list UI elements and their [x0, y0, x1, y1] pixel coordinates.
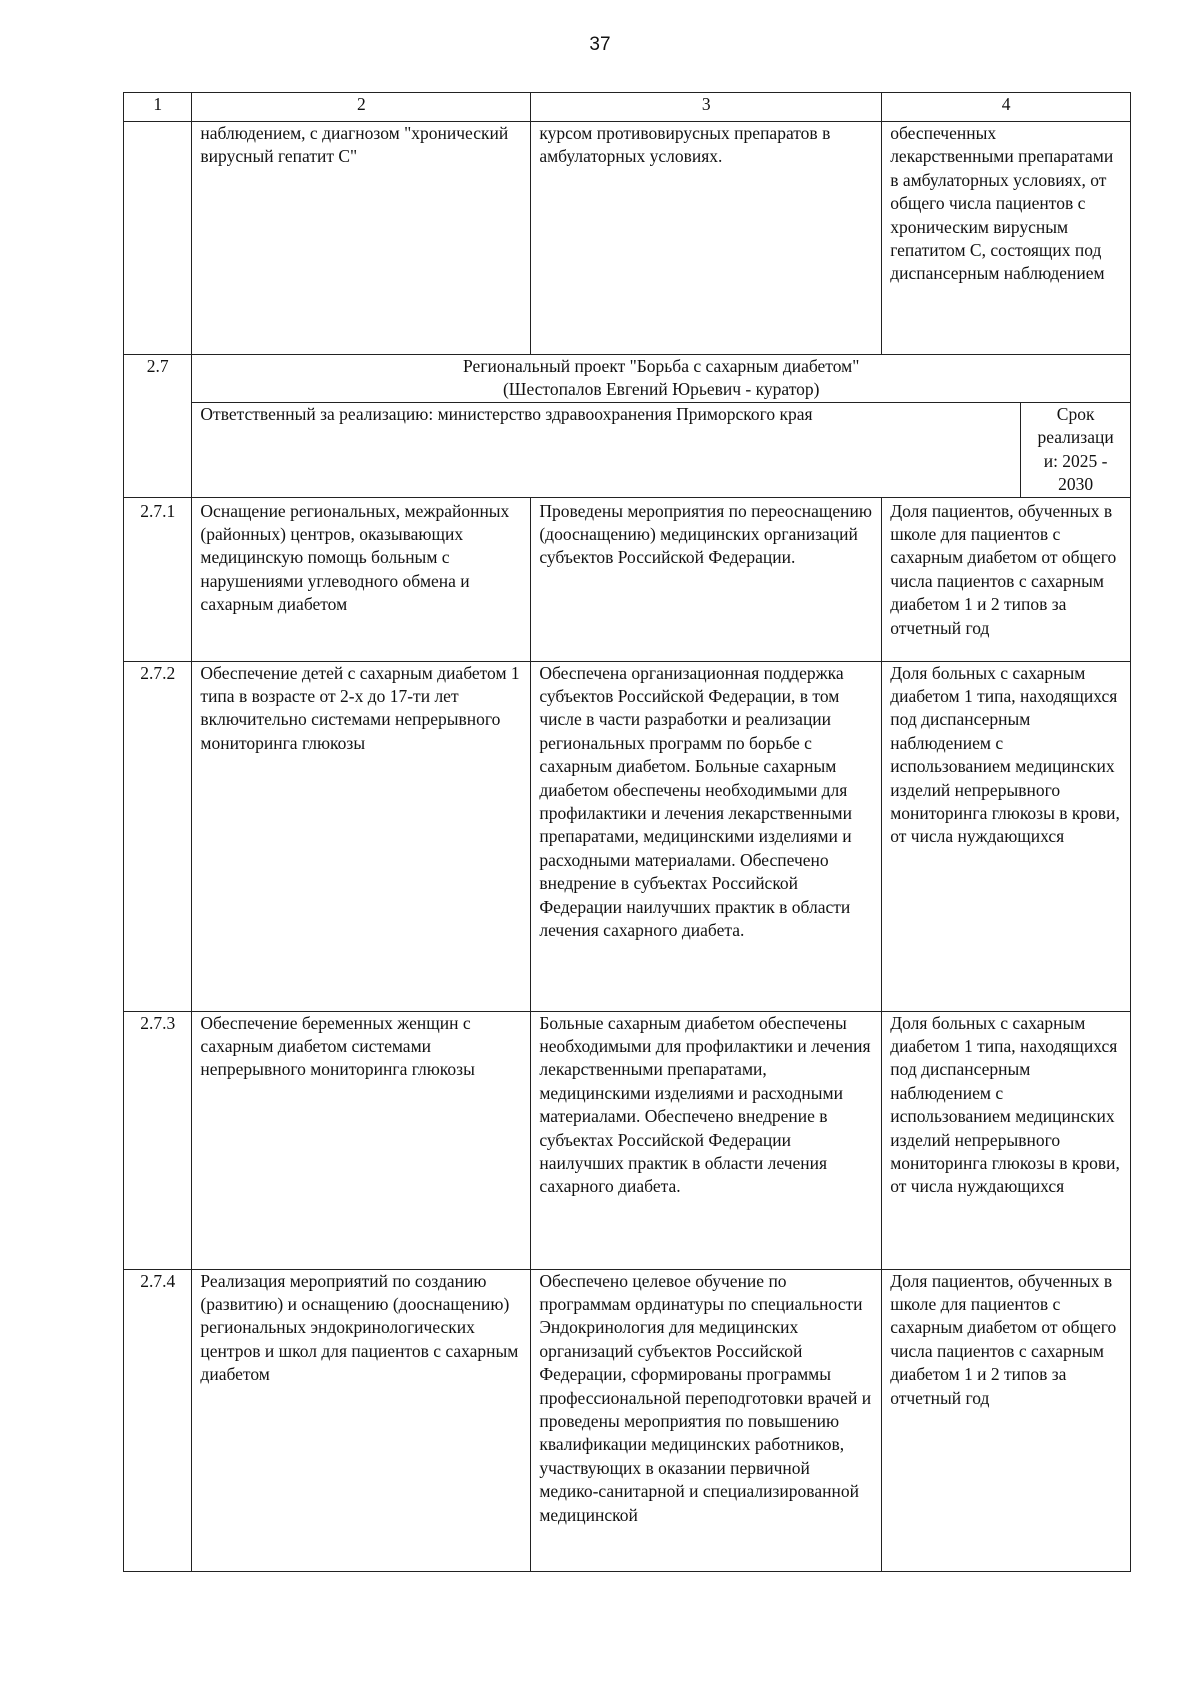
table-row: [124, 497, 1131, 661]
page-number: 37: [589, 34, 611, 55]
row-number-cell: 2.7.4: [124, 1269, 192, 1571]
row-task-cell: Оснащение региональных, межрайонных (районных) центров, оказывающих медицинскую помощь больным с нарушениями углеводного обмена и сахарным диабетом: [192, 497, 531, 661]
row-task-cell: Обеспечение беременных женщин с сахарным диабетом системами непрерывного мониторинга глюкозы: [192, 1011, 531, 1269]
table-row: [124, 1011, 1131, 1269]
project-title: Региональный проект "Борьба с сахарным диабетом": [463, 356, 860, 376]
project-number-cell: 2.7: [124, 355, 192, 498]
table-row: [124, 661, 1131, 1011]
column-number-row: [124, 93, 1131, 122]
row-task-cell: Реализация мероприятий по созданию (развитию) и оснащению (дооснащению) региональных эндокринологических центров и школ для пациентов с сахарным диабетом: [192, 1269, 531, 1571]
continuation-number-cell: [124, 122, 192, 355]
row-result-cell: Проведены мероприятия по переоснащению (дооснащению) медицинских организаций субъектов Российской Федерации.: [531, 497, 882, 661]
row-indicator-cell: Доля пациентов, обученных в школе для пациентов с сахарным диабетом от общего числа пациентов с сахарным диабетом 1 и 2 типов за отчетный год: [882, 1269, 1131, 1571]
project-responsible-row: [124, 403, 1131, 498]
row-indicator-cell: Доля больных с сахарным диабетом 1 типа, находящихся под диспансерным наблюдением с использованием медицинских изделий непрерывного мониторинга глюкозы в крови, от числа нуждающихся: [882, 661, 1131, 1011]
row-indicator-cell: Доля пациентов, обученных в школе для пациентов с сахарным диабетом от общего числа пациентов с сахарным диабетом 1 и 2 типов за отчетный год: [882, 497, 1131, 661]
row-result-cell: Обеспечено целевое обучение по программам ординатуры по специальности Эндокринология для медицинских организаций субъектов Российской Федерации, сформированы программы профессиональной переподготовки врачей и проведены мероприятия по повышению квалификации медицинских работников, участвующих в оказании первичной медико-санитарной и специализированной медицинской: [531, 1269, 882, 1571]
row-number-cell: 2.7.1: [124, 497, 192, 661]
continuation-indicator-cell: обеспеченных лекарственными препаратами в амбулаторных условиях, от общего числа пациентов с хроническим вирусным гепатитом С, состоящих под диспансерным наблюдением: [882, 122, 1131, 355]
row-number-cell: 2.7.3: [124, 1011, 192, 1269]
project-term-cell: Срок реализаци и: 2025 - 2030: [1021, 403, 1131, 498]
table-row: [124, 1269, 1131, 1571]
project-title-cell: [192, 355, 1131, 403]
row-number-cell: 2.7.2: [124, 661, 192, 1011]
column-number-4: 4: [882, 93, 1131, 122]
project-responsible-cell: Ответственный за реализацию: министерство здравоохранения Приморского края: [192, 403, 1021, 498]
row-result-cell: Больные сахарным диабетом обеспечены необходимыми для профилактики и лечения лекарственными препаратами, медицинскими изделиями и расходными материалами. Обеспечено внедрение в субъектах Российской Федерации наилучших практик в области лечения сахарного диабета.: [531, 1011, 882, 1269]
continuation-row: [124, 122, 1131, 355]
project-title-row: [124, 355, 1131, 403]
project-curator: (Шестопалов Евгений Юрьевич - куратор): [502, 379, 820, 400]
column-number-3: 3: [531, 93, 882, 122]
row-task-cell: Обеспечение детей с сахарным диабетом 1 типа в возрасте от 2-х до 17-ти лет включительно системами непрерывного мониторинга глюкозы: [192, 661, 531, 1011]
plan-table: [123, 92, 1131, 1572]
row-indicator-cell: Доля больных с сахарным диабетом 1 типа, находящихся под диспансерным наблюдением с использованием медицинских изделий непрерывного мониторинга глюкозы в крови, от числа нуждающихся: [882, 1011, 1131, 1269]
row-result-cell: Обеспечена организационная поддержка субъектов Российской Федерации, в том числе в части разработки и реализации региональных программ по борьбе с сахарным диабетом. Больные сахарным диабетом обеспечены необходимыми для профилактики и лечения лекарственными препаратами, медицинскими изделиями и расходными материалами. Обеспечено внедрение в субъектах Российской Федерации наилучших практик в области лечения сахарного диабета.: [531, 661, 882, 1011]
column-number-1: 1: [124, 93, 192, 122]
continuation-task-cell: наблюдением, с диагнозом "хронический вирусный гепатит С": [192, 122, 531, 355]
continuation-result-cell: курсом противовирусных препаратов в амбулаторных условиях.: [531, 122, 882, 355]
column-number-2: 2: [192, 93, 531, 122]
